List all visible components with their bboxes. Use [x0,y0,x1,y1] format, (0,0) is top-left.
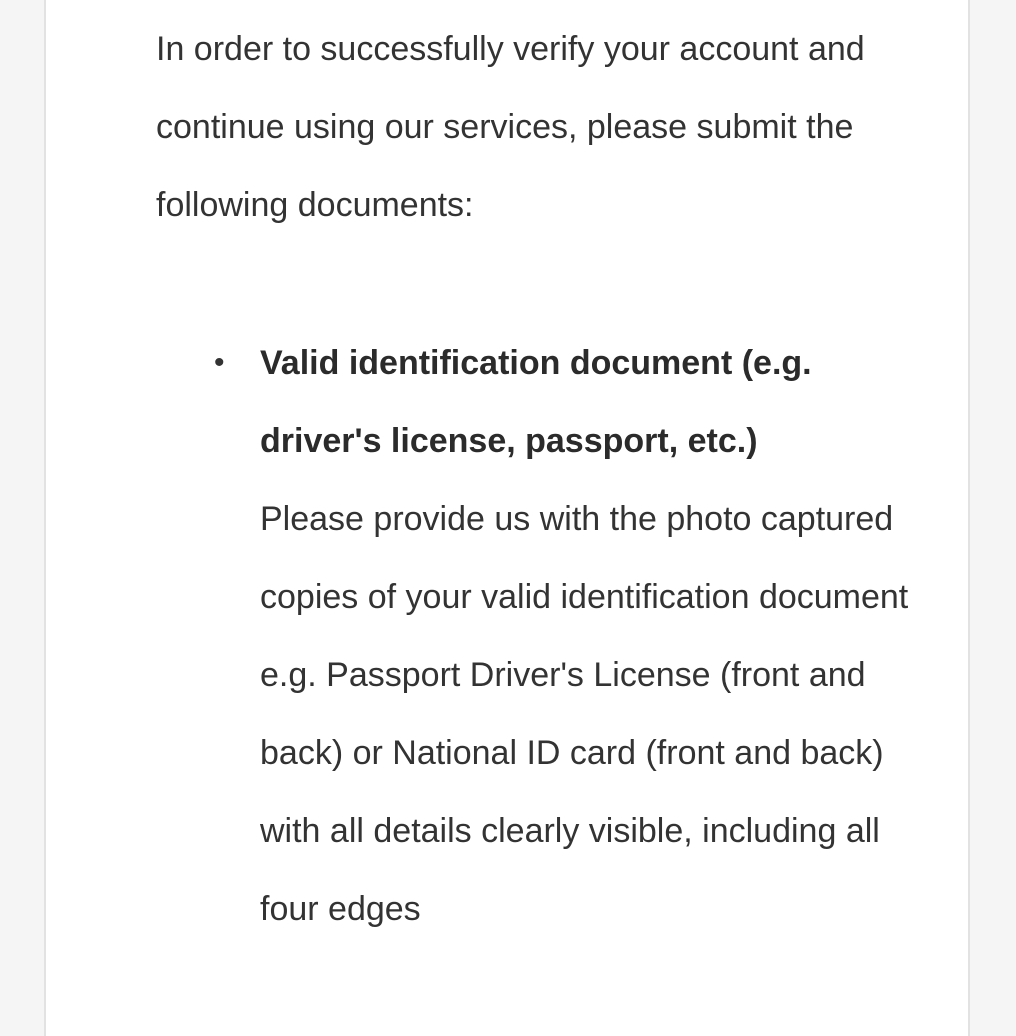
document-description: Please provide us with the photo captured copies of your valid identification document e.g. Passport Driver's License (front and back) or National ID card (front and back) with all details clearly visible, including all four edges [260,500,909,928]
bullet-icon: • [214,346,225,379]
required-documents-list [214,324,940,948]
intro-paragraph: In order to successfully verify your account and continue using our services, please submit the following documents: [156,30,865,224]
document-title: Valid identification document (e.g. driver's license, passport, etc.) [260,344,812,460]
list-item [214,324,940,948]
email-body [44,0,970,1036]
